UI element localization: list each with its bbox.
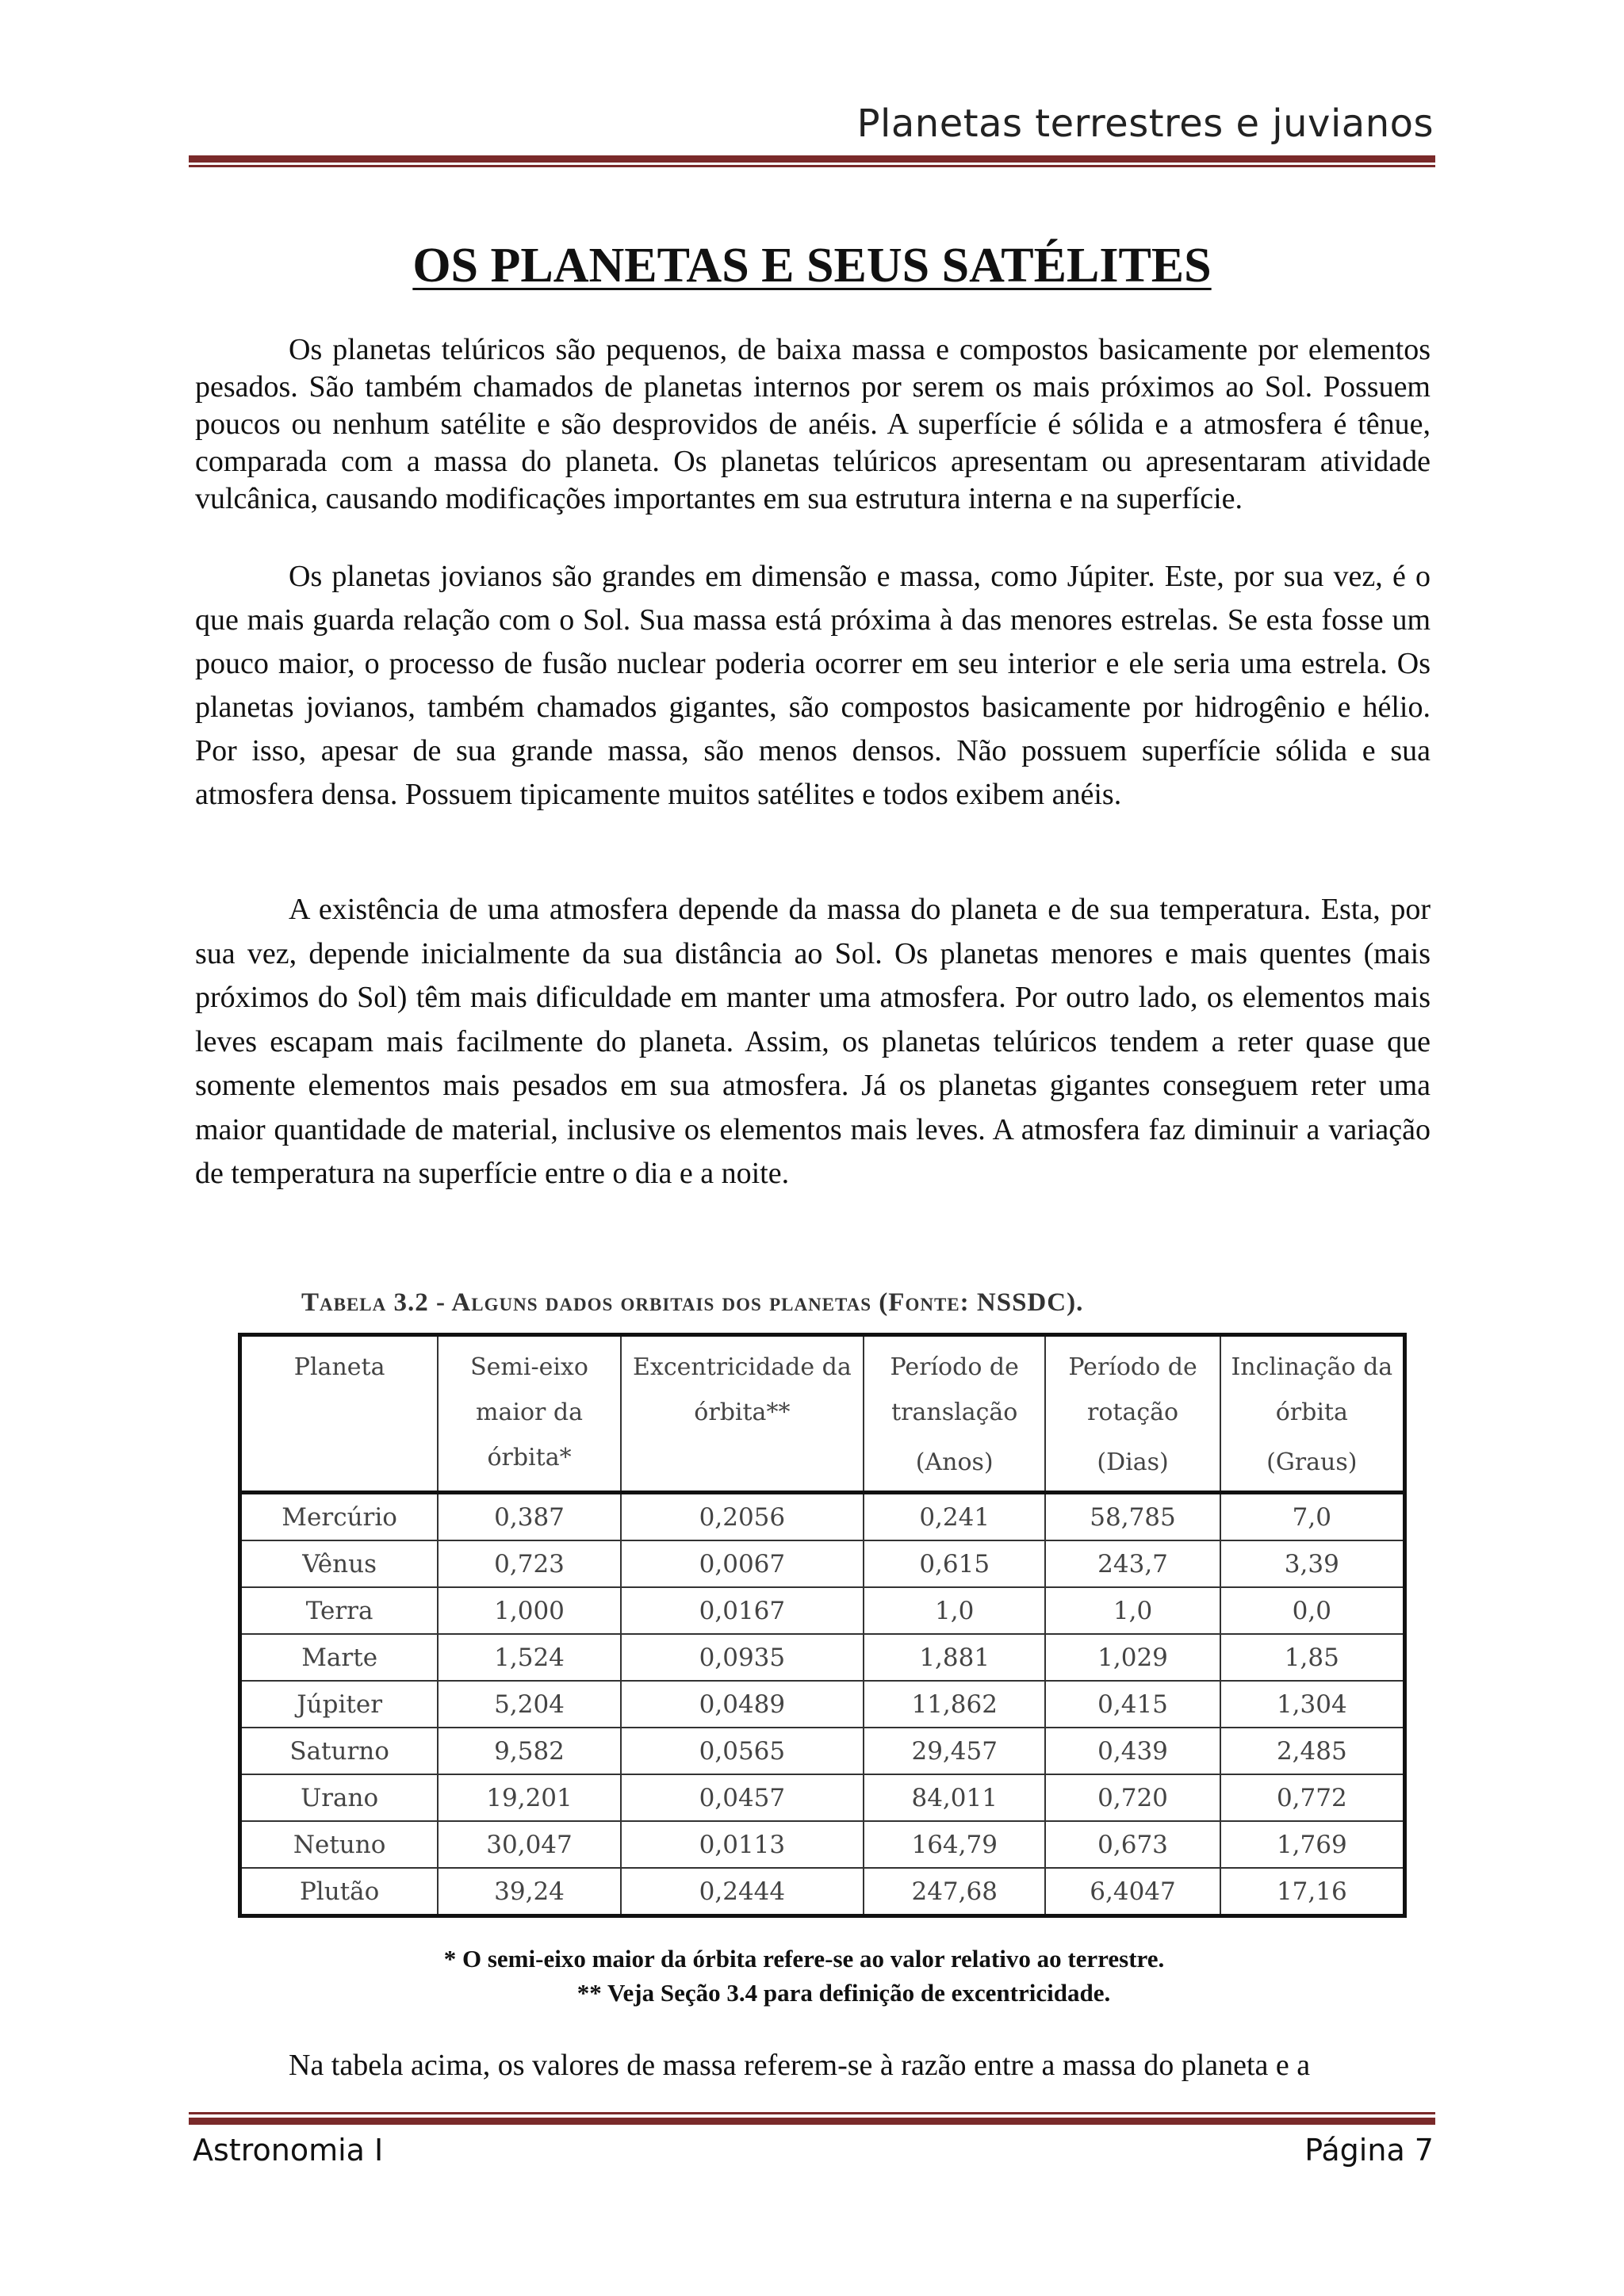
paragraph-mass-note (195, 2045, 1431, 2085)
cell-value: 1,0 (1045, 1587, 1220, 1634)
table-row (240, 1540, 1405, 1587)
header-inclination (1220, 1335, 1405, 1493)
cell-planet: Vênus (240, 1540, 439, 1587)
header-label: Inclinação da órbita (1231, 1353, 1393, 1426)
table-row (240, 1493, 1405, 1541)
header-label: Excentricidade da órbita** (633, 1353, 852, 1426)
cell-value: 247,68 (864, 1868, 1045, 1916)
cell-value: 0,2056 (621, 1493, 864, 1541)
footnote-eccentricity: ** Veja Seção 3.4 para definição de excentricidade. (576, 1979, 1111, 2007)
cell-value: 0,387 (438, 1493, 621, 1541)
header-label: Planeta (293, 1353, 385, 1381)
cell-value: 0,615 (864, 1540, 1045, 1587)
cell-value: 164,79 (864, 1821, 1045, 1868)
cell-value: 5,204 (438, 1681, 621, 1728)
page-title: OS PLANETAS E SEUS SATÉLITES (412, 239, 1212, 293)
cell-value: 1,769 (1220, 1821, 1405, 1868)
paragraph-text: A existência de uma atmosfera depende da massa do planeta e de sua temperatura. Esta, por sua vez, depende inicialmente da sua distância ao Sol. Os planetas menores e mais quentes (mais próximos do Sol) têm mais dificuldade em manter uma atmosfera. Por outro lado, os elementos mais leves escapam mais facilmente do planeta. Assim, os planetas telúricos tendem a reter quase que somente elementos mais pesados em sua atmosfera. Já os planetas gigantes conseguem reter uma maior quantidade de material, inclusive os elementos mais leves. A atmosfera faz diminuir a variação de temperatura na superfície entre o dia e a noite. (195, 893, 1431, 1190)
cell-planet: Saturno (240, 1728, 439, 1774)
paragraph-text: Os planetas telúricos são pequenos, de baixa massa e compostos basicamente por elementos pesados. São também chamados de planetas internos por serem os mais próximos ao Sol. Possuem poucos ou nenhum satélite e são desprovidos de anéis. A superfície é sólida e a atmosfera é tênue, comparada com a massa do planeta. Os planetas telúricos apresentam ou apresentaram atividade vulcânica, causando modificações importantes em sua estrutura interna e na superfície. (195, 333, 1431, 515)
cell-value: 19,201 (438, 1774, 621, 1821)
cell-planet: Urano (240, 1774, 439, 1821)
cell-value: 0,415 (1045, 1681, 1220, 1728)
cell-value: 0,772 (1220, 1774, 1405, 1821)
table-row (240, 1681, 1405, 1728)
cell-value: 0,0067 (621, 1540, 864, 1587)
cell-value: 1,85 (1220, 1634, 1405, 1681)
cell-value: 0,439 (1045, 1728, 1220, 1774)
cell-value: 30,047 (438, 1821, 621, 1868)
paragraph-jovian (195, 555, 1431, 817)
footer-page-number: Página 7 (1304, 2133, 1434, 2168)
footer-rule-thick (189, 2118, 1435, 2125)
header-rotation-period (1045, 1335, 1220, 1493)
cell-value: 58,785 (1045, 1493, 1220, 1541)
cell-value: 1,304 (1220, 1681, 1405, 1728)
table-caption: Tabela 3.2 - Alguns dados orbitais dos planetas (Fonte: NSSDC). (301, 1288, 1084, 1317)
header-semi-major-axis (438, 1335, 621, 1493)
header-label: Semi-eixo maior da órbita* (470, 1353, 588, 1471)
cell-value: 1,524 (438, 1634, 621, 1681)
paragraph-text: Na tabela acima, os valores de massa referem-se à razão entre a massa do planeta e a (289, 2049, 1311, 2082)
header-label: Período de translação (890, 1353, 1019, 1426)
footer-course-name: Astronomia I (193, 2133, 384, 2168)
cell-value: 11,862 (864, 1681, 1045, 1728)
cell-planet: Mercúrio (240, 1493, 439, 1541)
cell-value: 6,4047 (1045, 1868, 1220, 1916)
footer-rule-thin (189, 2112, 1435, 2114)
cell-planet: Netuno (240, 1821, 439, 1868)
cell-value: 1,029 (1045, 1634, 1220, 1681)
orbital-data-table (238, 1333, 1407, 1918)
cell-value: 17,16 (1220, 1868, 1405, 1916)
table-row (240, 1868, 1405, 1916)
header-rule-thin (189, 165, 1435, 167)
footnote-semi-major-axis: * O semi-eixo maior da órbita refere-se ao valor relativo ao terrestre. (443, 1945, 1165, 1973)
cell-value: 39,24 (438, 1868, 621, 1916)
cell-value: 29,457 (864, 1728, 1045, 1774)
cell-value: 2,485 (1220, 1728, 1405, 1774)
cell-value: 84,011 (864, 1774, 1045, 1821)
paragraph-atmosphere (195, 888, 1431, 1196)
table-header-row (240, 1335, 1405, 1493)
cell-value: 0,0457 (621, 1774, 864, 1821)
cell-value: 0,0489 (621, 1681, 864, 1728)
cell-planet: Júpiter (240, 1681, 439, 1728)
cell-value: 0,2444 (621, 1868, 864, 1916)
cell-value: 0,0935 (621, 1634, 864, 1681)
cell-value: 0,0565 (621, 1728, 864, 1774)
table-row (240, 1774, 1405, 1821)
header-unit: (Dias) (1097, 1448, 1169, 1476)
header-rule-thick (189, 155, 1435, 163)
running-header: Planetas terrestres e juvianos (856, 101, 1434, 146)
header-unit: (Graus) (1266, 1448, 1358, 1476)
cell-value: 1,000 (438, 1587, 621, 1634)
cell-value: 7,0 (1220, 1493, 1405, 1541)
cell-planet: Terra (240, 1587, 439, 1634)
cell-value: 9,582 (438, 1728, 621, 1774)
header-eccentricity (621, 1335, 864, 1493)
header-translation-period (864, 1335, 1045, 1493)
cell-value: 1,881 (864, 1634, 1045, 1681)
cell-value: 1,0 (864, 1587, 1045, 1634)
header-unit: (Anos) (915, 1448, 994, 1476)
cell-value: 243,7 (1045, 1540, 1220, 1587)
table-row (240, 1728, 1405, 1774)
header-planet (240, 1335, 439, 1493)
header-label: Período de rotação (1068, 1353, 1197, 1426)
table-row (240, 1821, 1405, 1868)
cell-value: 0,673 (1045, 1821, 1220, 1868)
cell-value: 0,720 (1045, 1774, 1220, 1821)
cell-value: 0,0 (1220, 1587, 1405, 1634)
cell-value: 0,0167 (621, 1587, 864, 1634)
cell-planet: Plutão (240, 1868, 439, 1916)
paragraph-text: Os planetas jovianos são grandes em dimensão e massa, como Júpiter. Este, por sua vez, é o que mais guarda relação com o Sol. Sua massa está próxima à das menores estrelas. Se esta fosse um pouco maior, o processo de fusão nuclear poderia ocorrer em seu interior e ele seria uma estrela. Os planetas jovianos, também chamados gigantes, são compostos basicamente por hidrogênio e hélio. Por isso, apesar de sua grande massa, são menos densos. Não possuem superfície sólida e sua atmosfera densa. Possuem tipicamente muitos satélites e todos exibem anéis. (195, 560, 1431, 811)
cell-value: 0,0113 (621, 1821, 864, 1868)
paragraph-telluric (195, 331, 1431, 518)
cell-value: 3,39 (1220, 1540, 1405, 1587)
table-row (240, 1634, 1405, 1681)
table-row (240, 1587, 1405, 1634)
cell-value: 0,241 (864, 1493, 1045, 1541)
cell-value: 0,723 (438, 1540, 621, 1587)
cell-planet: Marte (240, 1634, 439, 1681)
